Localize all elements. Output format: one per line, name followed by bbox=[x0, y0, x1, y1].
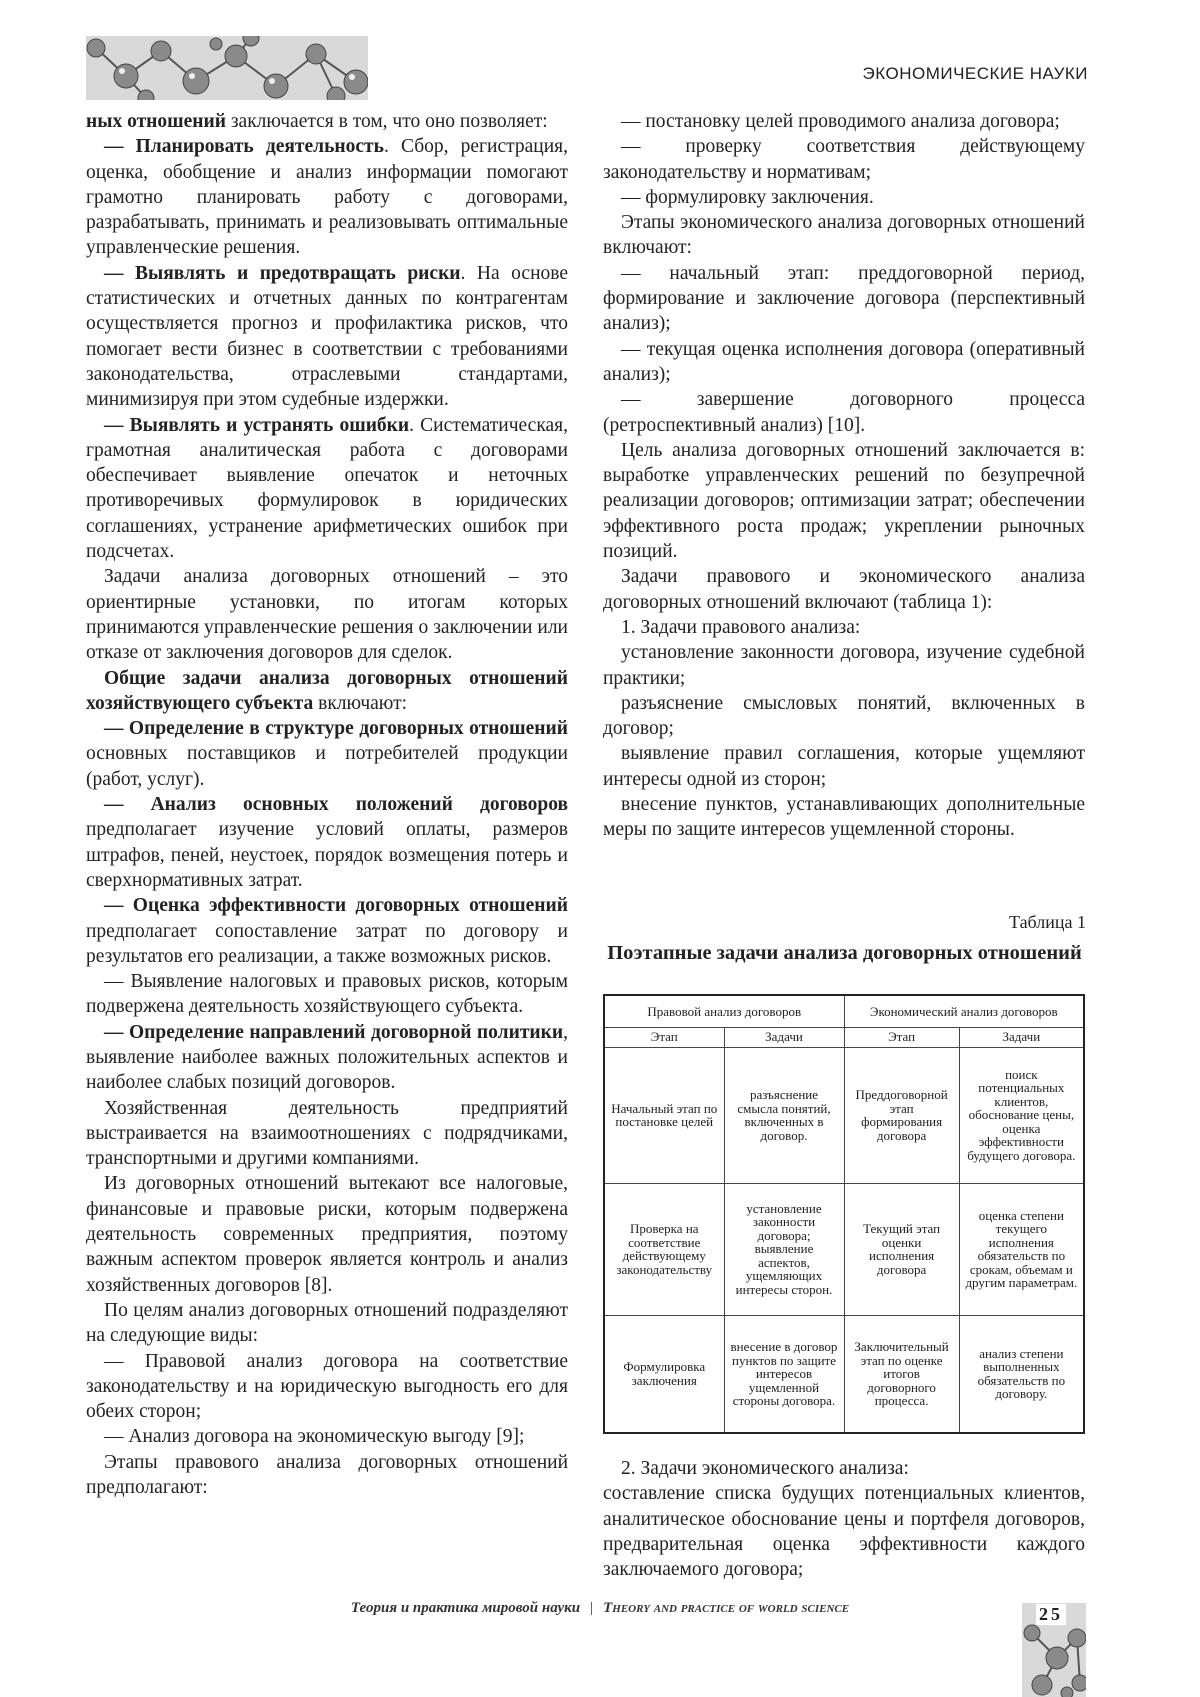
paragraph: — Правовой анализ договора на соответствие законодательству и на юридическую выгодность его для обеих сторон; bbox=[86, 1349, 568, 1425]
running-head: ЭКОНОМИЧЕСКИЕ НАУКИ bbox=[863, 64, 1088, 84]
page-number: 25 bbox=[1036, 1604, 1066, 1625]
paragraph: установление законности договора, изучение судебной практики; bbox=[603, 640, 1085, 691]
header-molecule-image bbox=[86, 36, 368, 100]
paragraph: — проверку соответствия действующему законодательству и нормативам; bbox=[603, 134, 1085, 185]
table-cell: анализ степени выполненных обязательств по договору. bbox=[959, 1315, 1084, 1433]
table-cell: Заключительный этап по оценке итогов договорного процесса. bbox=[844, 1315, 959, 1433]
table-group-header: Экономический анализ договоров bbox=[844, 995, 1084, 1027]
paragraph: Цель анализа договорных отношений заключается в: выработке управленческих решений по безупречной реализации договоров; оптимизации затрат; обеспечении эффективного роста продаж; укреплении рыночных позиций. bbox=[603, 438, 1085, 564]
journal-title-en: Theory and practice of world science bbox=[603, 1600, 849, 1616]
table-row bbox=[604, 1047, 1084, 1183]
paragraph: Хозяйственная деятельность предприятий выстраивается на взаимоотношениях с подрядчиками, транспортными и другими компаниями. bbox=[86, 1096, 568, 1172]
table-group-header: Правовой анализ договоров bbox=[604, 995, 844, 1027]
table-cell: поиск потенциальных клиентов, обоснование цены, оценка эффективности будущего договора. bbox=[959, 1047, 1084, 1183]
right-column-bottom bbox=[603, 1456, 1085, 1582]
table-title: Поэтапные задачи анализа договорных отношений bbox=[603, 941, 1086, 965]
paragraph: — Выявлять и устранять ошибки. Систематическая, грамотная аналитическая работа с договорами обеспечивает выявление опечаток и неточных противоречивых формулировок в юридических соглашениях, устранение арифметических ошибок при подсчетах. bbox=[86, 413, 568, 565]
paragraph: — текущая оценка исполнения договора (оперативный анализ); bbox=[603, 337, 1085, 388]
paragraph: Задачи анализа договорных отношений – это ориентирные установки, по итогам которых принимаются управленческие решения о заключении или отказе от заключения договоров для сделок. bbox=[86, 564, 568, 665]
table-column-header: Этап bbox=[604, 1027, 724, 1047]
paragraph: внесение пунктов, устанавливающих дополнительные меры по защите интересов ущемленной стороны. bbox=[603, 792, 1085, 843]
paragraph: — Оценка эффективности договорных отношений предполагает сопоставление затрат по договору и результатов его реализации, а также возможных рисков. bbox=[86, 893, 568, 969]
paragraph: Общие задачи анализа договорных отношений хозяйствующего субъекта включают: bbox=[86, 666, 568, 717]
table-cell: внесение в договор пунктов по защите интересов ущемленной стороны договора. bbox=[724, 1315, 844, 1433]
paragraph: выявление правил соглашения, которые ущемляют интересы одной из сторон; bbox=[603, 741, 1085, 792]
paragraph: — Определение направлений договорной политики, выявление наиболее важных положительных аспектов и наиболее слабых позиций договоров. bbox=[86, 1020, 568, 1096]
table-row bbox=[604, 1315, 1084, 1433]
footer bbox=[0, 1600, 1200, 1617]
paragraph: — начальный этап: преддоговорной период, формирование и заключение договора (перспективный анализ); bbox=[603, 261, 1085, 337]
paragraph: — Анализ договора на экономическую выгоду [9]; bbox=[86, 1424, 568, 1449]
paragraph: — завершение договорного процесса (ретроспективный анализ) [10]. bbox=[603, 387, 1085, 438]
paragraph: — Анализ основных положений договоров предполагает изучение условий оплаты, размеров штрафов, пеней, неустоек, порядок возмещения потерь и сверхнормативных затрат. bbox=[86, 792, 568, 893]
paragraph: Из договорных отношений вытекают все налоговые, финансовые и правовые риски, которым подвержена деятельность современных предприятия, поэтому важным аспектом проверок является контроль и анализ хозяйственных договоров [8]. bbox=[86, 1171, 568, 1297]
table-cell: разъяснение смысла понятий, включенных в договор. bbox=[724, 1047, 844, 1183]
table-caption bbox=[603, 912, 1086, 965]
paragraph: 2. Задачи экономического анализа: bbox=[603, 1456, 1085, 1481]
paragraph: — Планировать деятельность. Сбор, регистрация, оценка, обобщение и анализ информации помогают грамотно планировать работу с договорами, разрабатывать, принимать и реализовывать оптимальные управленческие решения. bbox=[86, 134, 568, 260]
paragraph: — Определение в структуре договорных отношений основных поставщиков и потребителей продукции (работ, услуг). bbox=[86, 716, 568, 792]
paragraph: разъяснение смысловых понятий, включенных в договор; bbox=[603, 691, 1085, 742]
table-cell: Преддоговорной этап формирования договора bbox=[844, 1047, 959, 1183]
right-column bbox=[603, 109, 1085, 843]
paragraph: — постановку целей проводимого анализа договора; bbox=[603, 109, 1085, 134]
paragraph: Этапы правового анализа договорных отношений предполагают: bbox=[86, 1450, 568, 1501]
paragraph: — Выявлять и предотвращать риски. На основе статистических и отчетных данных по контрагентам осуществляется прогноз и профилактика рисков, что помогает вести бизнес в соответствии с требованиями законодательства, отраслевыми стандартами, минимизируя при этом судебные издержки. bbox=[86, 261, 568, 413]
table-cell: оценка степени текущего исполнения обязательств по срокам, объемам и другим параметрам. bbox=[959, 1183, 1084, 1315]
paragraph: составление списка будущих потенциальных клиентов, аналитическое обоснование цены и портфеля договоров, предварительная оценка эффективности каждого заключаемого договора; bbox=[603, 1481, 1085, 1582]
table-label: Таблица 1 bbox=[603, 912, 1086, 933]
table-column-header: Задачи bbox=[724, 1027, 844, 1047]
table-cell: Проверка на соответствие действующему законодательству bbox=[604, 1183, 724, 1315]
paragraph: 1. Задачи правового анализа: bbox=[603, 615, 1085, 640]
table-cell: Формулировка заключения bbox=[604, 1315, 724, 1433]
left-column bbox=[86, 109, 568, 1500]
table-column-header: Этап bbox=[844, 1027, 959, 1047]
table-row bbox=[604, 1183, 1084, 1315]
footer-separator: | bbox=[590, 1600, 593, 1616]
paragraph: ных отношений заключается в том, что оно позволяет: bbox=[86, 109, 568, 134]
paragraph: Этапы экономического анализа договорных отношений включают: bbox=[603, 210, 1085, 261]
table-column-header: Задачи bbox=[959, 1027, 1084, 1047]
table-cell: установление законности договора; выявление аспектов, ущемляющих интересы сторон. bbox=[724, 1183, 844, 1315]
journal-title-ru: Теория и практика мировой науки bbox=[351, 1600, 580, 1616]
paragraph: — Выявление налоговых и правовых рисков, которым подвержена деятельность хозяйствующего субъекта. bbox=[86, 969, 568, 1020]
table-cell: Текущий этап оценки исполнения договора bbox=[844, 1183, 959, 1315]
paragraph: По целям анализ договорных отношений подразделяют на следующие виды: bbox=[86, 1298, 568, 1349]
tasks-table bbox=[603, 994, 1085, 1434]
paragraph: Задачи правового и экономического анализа договорных отношений включают (таблица 1): bbox=[603, 564, 1085, 615]
paragraph: — формулировку заключения. bbox=[603, 185, 1085, 210]
table-cell: Начальный этап по постановке целей bbox=[604, 1047, 724, 1183]
